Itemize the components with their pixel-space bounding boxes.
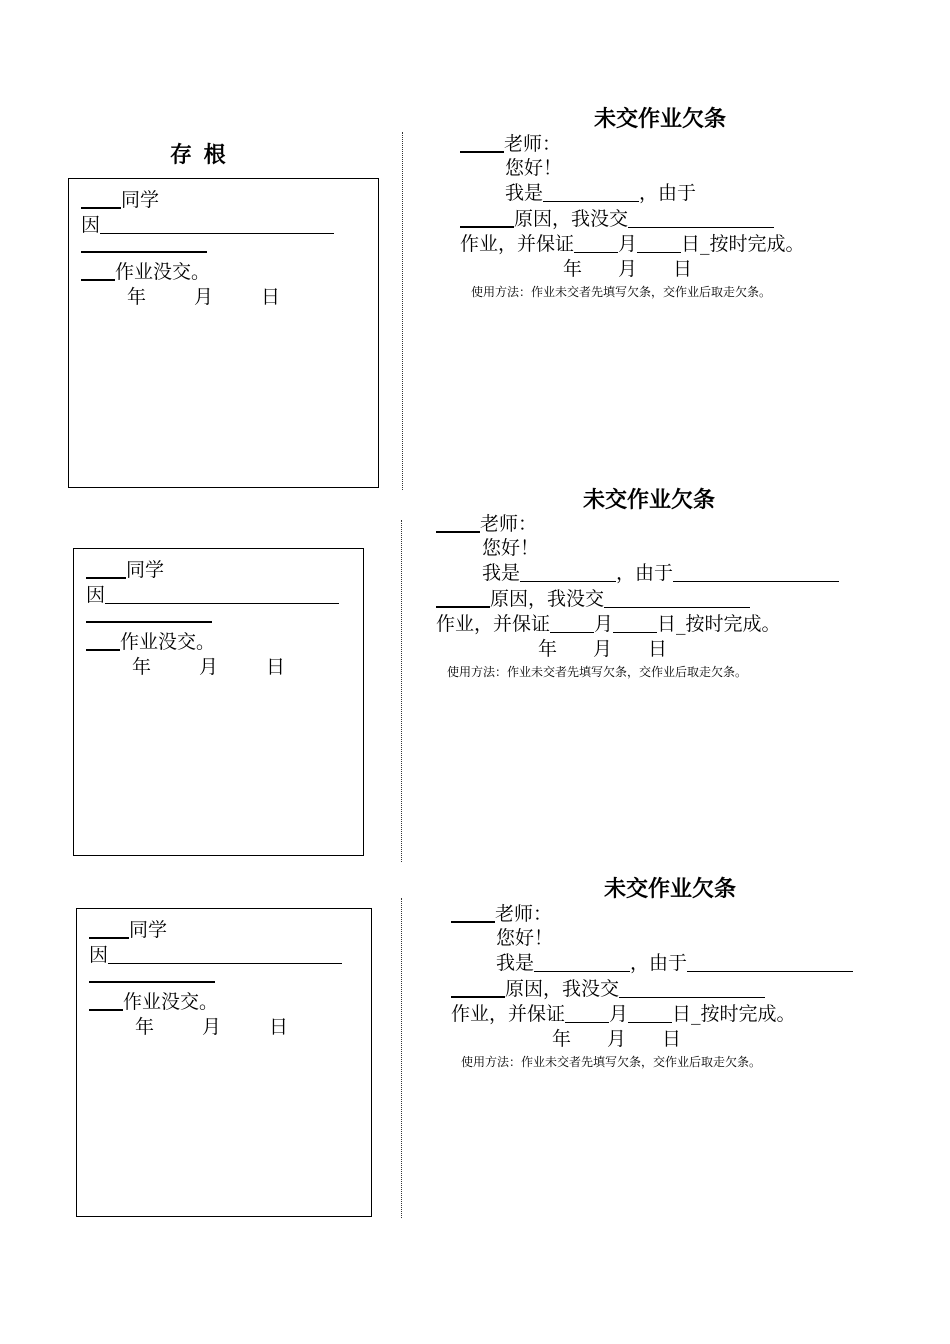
promise-month: 月 — [609, 1003, 629, 1025]
because-blank[interactable] — [673, 561, 839, 582]
reason-line — [86, 583, 339, 607]
slip-date — [563, 257, 692, 281]
stub-box-1 — [68, 178, 379, 488]
year-label: 年 — [552, 1028, 572, 1050]
reason-line — [436, 586, 750, 611]
homework-missing-text: 作业没交。 — [123, 991, 219, 1013]
reason-blank[interactable] — [105, 583, 339, 604]
student-name-blank[interactable] — [89, 917, 129, 939]
promise-day: 日 — [672, 1003, 692, 1025]
reason-blank[interactable] — [460, 206, 514, 228]
stub-date — [135, 1015, 288, 1039]
usage-note: 使用方法：作业未交者先填写欠条，交作业后取走欠条。 — [461, 1055, 762, 1069]
day-label: 日 — [261, 286, 281, 308]
homework-missing-text: 作业没交。 — [120, 631, 216, 653]
because-label: ，由于 — [630, 952, 688, 974]
teacher-label: 老师： — [480, 513, 538, 535]
homework-blank[interactable] — [89, 989, 123, 1011]
subject-blank[interactable] — [604, 587, 750, 608]
reason-text: 原因，我没交 — [514, 208, 629, 230]
homework-blank[interactable] — [81, 259, 115, 281]
reason-text: 原因，我没交 — [490, 588, 605, 610]
year-label: 年 — [135, 1016, 155, 1038]
tear-line-3 — [401, 898, 402, 1218]
student-line — [81, 187, 159, 212]
homework-line — [86, 629, 215, 654]
iam-line — [496, 951, 853, 975]
teacher-label: 老师： — [495, 903, 553, 925]
iam-label: 我是 — [482, 562, 521, 584]
month-label: 月 — [202, 1016, 222, 1038]
reason-prefix: 因 — [89, 944, 109, 966]
reason-line — [451, 976, 765, 1001]
day-label: 日 — [673, 258, 693, 280]
year-label: 年 — [132, 656, 152, 678]
day-label: 日 — [662, 1028, 682, 1050]
reason-line — [89, 943, 342, 967]
day-label: 日 — [648, 638, 668, 660]
slip-title: 未交作业欠条 — [604, 877, 737, 902]
greeting: 您好！ — [505, 157, 563, 179]
student-name-blank[interactable] — [86, 557, 126, 579]
iam-label: 我是 — [496, 952, 535, 974]
name-blank[interactable] — [534, 951, 630, 972]
stub-title: 存 根 — [170, 143, 228, 168]
slip-title: 未交作业欠条 — [583, 488, 716, 513]
teacher-blank[interactable] — [460, 131, 504, 153]
promise-line — [451, 1002, 796, 1026]
slip-date — [552, 1027, 681, 1051]
month-label: 月 — [593, 638, 613, 660]
reason-line — [460, 206, 774, 231]
teacher-blank[interactable] — [436, 511, 480, 533]
usage-note: 使用方法：作业未交者先填写欠条，交作业后取走欠条。 — [447, 665, 748, 679]
month-blank[interactable] — [565, 1002, 609, 1023]
promise-end: _按时完成。 — [700, 233, 805, 255]
iam-label: 我是 — [505, 182, 544, 204]
promise-day: 日 — [681, 233, 701, 255]
tear-line-2 — [401, 520, 402, 862]
student-name-blank[interactable] — [81, 187, 121, 209]
subject-blank[interactable] — [628, 207, 774, 228]
reason-prefix: 因 — [81, 214, 101, 236]
promise-end: _按时完成。 — [691, 1003, 796, 1025]
student-suffix: 同学 — [126, 559, 165, 581]
day-blank[interactable] — [637, 232, 681, 253]
month-label: 月 — [618, 258, 638, 280]
homework-line — [81, 259, 210, 284]
tear-line-1 — [402, 132, 403, 490]
reason-blank[interactable] — [100, 213, 334, 234]
name-blank[interactable] — [520, 561, 616, 582]
day-blank[interactable] — [628, 1002, 672, 1023]
reason-line — [81, 213, 334, 237]
promise-text: 作业，并保证 — [436, 613, 551, 635]
teacher-line — [436, 511, 537, 536]
day-blank[interactable] — [613, 612, 657, 633]
stub-box-2 — [73, 548, 364, 856]
promise-text: 作业，并保证 — [451, 1003, 566, 1025]
student-line — [86, 557, 164, 582]
homework-line — [89, 989, 218, 1014]
month-label: 月 — [607, 1028, 627, 1050]
because-label: ，由于 — [639, 182, 697, 204]
promise-day: 日 — [657, 613, 677, 635]
promise-text: 作业，并保证 — [460, 233, 575, 255]
teacher-line — [460, 131, 561, 156]
year-label: 年 — [127, 286, 147, 308]
stub-date — [132, 655, 285, 679]
promise-line — [460, 232, 805, 256]
promise-month: 月 — [594, 613, 614, 635]
reason-blank-2[interactable] — [86, 621, 212, 623]
reason-prefix: 因 — [86, 584, 106, 606]
day-label: 日 — [266, 656, 286, 678]
year-label: 年 — [563, 258, 583, 280]
homework-missing-text: 作业没交。 — [115, 261, 211, 283]
day-label: 日 — [269, 1016, 289, 1038]
reason-blank-2[interactable] — [89, 981, 215, 983]
teacher-line — [451, 901, 552, 926]
greeting: 您好！ — [482, 537, 540, 559]
month-blank[interactable] — [550, 612, 594, 633]
promise-month: 月 — [618, 233, 638, 255]
subject-blank[interactable] — [619, 977, 765, 998]
homework-blank[interactable] — [86, 629, 120, 651]
name-blank[interactable] — [543, 181, 639, 202]
year-label: 年 — [538, 638, 558, 660]
iam-line — [482, 561, 839, 585]
promise-end: _按时完成。 — [676, 613, 781, 635]
greeting: 您好！ — [496, 927, 554, 949]
student-suffix: 同学 — [129, 919, 168, 941]
slip-title: 未交作业欠条 — [594, 107, 727, 132]
iam-line — [505, 181, 696, 205]
month-blank[interactable] — [574, 232, 618, 253]
because-label: ，由于 — [616, 562, 674, 584]
reason-text: 原因，我没交 — [505, 978, 620, 1000]
month-label: 月 — [199, 656, 219, 678]
usage-note: 使用方法：作业未交者先填写欠条，交作业后取走欠条。 — [471, 285, 772, 299]
teacher-label: 老师： — [504, 133, 562, 155]
reason-blank[interactable] — [436, 586, 490, 608]
reason-blank[interactable] — [108, 943, 342, 964]
promise-line — [436, 612, 781, 636]
because-blank[interactable] — [687, 951, 853, 972]
student-line — [89, 917, 167, 942]
teacher-blank[interactable] — [451, 901, 495, 923]
reason-blank-2[interactable] — [81, 251, 207, 253]
student-suffix: 同学 — [121, 189, 160, 211]
stub-box-3 — [76, 908, 372, 1217]
slip-date — [538, 637, 667, 661]
month-label: 月 — [194, 286, 214, 308]
reason-blank[interactable] — [451, 976, 505, 998]
stub-date — [127, 285, 280, 309]
